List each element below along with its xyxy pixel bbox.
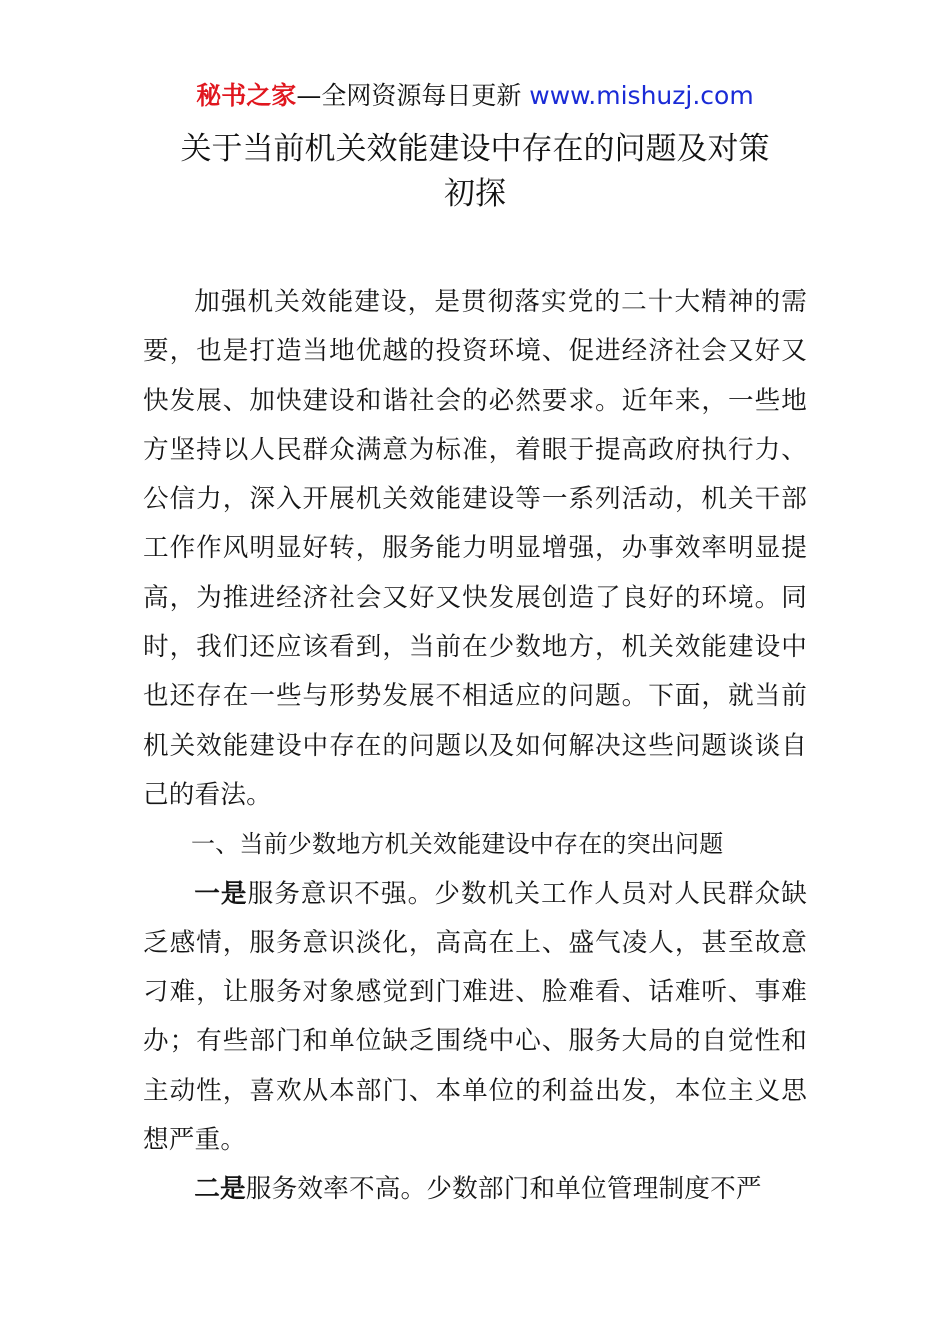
site-url-link[interactable]: www.mishuzj.com xyxy=(529,81,754,110)
section-heading: 一、当前少数地方机关效能建设中存在的突出问题 xyxy=(191,830,724,859)
header-tagline: —全网资源每日更新 xyxy=(296,81,530,110)
brand-name: 秘书之家 xyxy=(196,81,297,110)
site-header xyxy=(0,80,950,112)
point-2-paragraph xyxy=(143,1165,807,1214)
title-line-2: 初探 xyxy=(444,176,506,212)
intro-paragraph: 加强机关效能建设，是贯彻落实党的二十大精神的需要，也是打造当地优越的投资环境、促进经济社会又好又快发展、加快建设和谐社会的必然要求。近年来，一些地方坚持以人民群众满意为标准，着眼于提高政府执行力、公信力，深入开展机关效能建设等一系列活动，机关干部工作作风明显好转，服务能力明显增强，办事效率明显提高，为推进经济社会又好又快发展创造了良好的环境。同时，我们还应该看到，当前在少数地方，机关效能建设中也还存在一些与形势发展不相适应的问题。下面，就当前机关效能建设中存在的问题以及如何解决这些问题谈谈自己的看法。 xyxy=(143,287,807,810)
document-body xyxy=(143,278,807,1215)
point-1-lead: 一是 xyxy=(194,878,248,909)
point-2-lead: 二是 xyxy=(194,1174,246,1205)
title-line-1: 关于当前机关效能建设中存在的问题及对策 xyxy=(180,131,770,167)
point-1-paragraph xyxy=(143,870,807,1166)
point-2-text: 服务效率不高。少数部门和单位管理制度不严 xyxy=(245,1174,762,1205)
point-1-text: 服务意识不强。少数机关工作人员对人民群众缺乏感情，服务意识淡化，高高在上、盛气凌人，甚至故意刁难，让服务对象感觉到门难进、脸难看、话难听、事难办；有些部门和单位缺乏围绕中心、服务大局的自觉性和主动性，喜欢从本部门、本单位的利益出发，本位主义思想严重。 xyxy=(143,878,808,1156)
document-title xyxy=(140,127,810,217)
